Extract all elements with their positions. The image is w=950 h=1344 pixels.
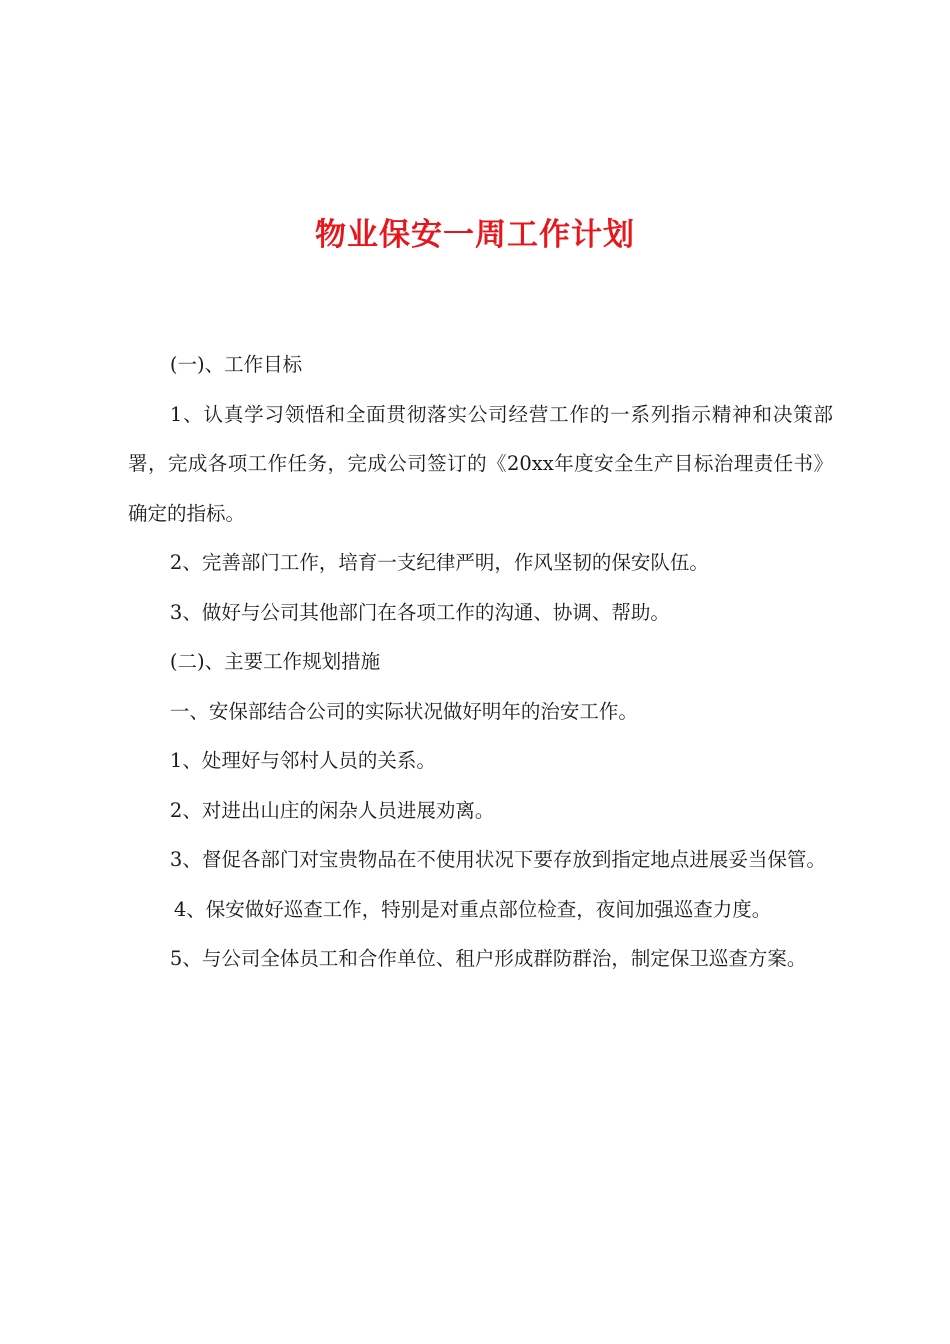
goal-item-1: 1、认真学习领悟和全面贯彻落实公司经营工作的一系列指示精神和决策部署，完成各项工作任务，完成公司签订的《20xx年度安全生产目标治理责任书》确定的指标。	[128, 402, 833, 525]
section-heading-goals: (一)、工作目标	[169, 353, 303, 376]
measure-item-3: 3、督促各部门对宝贵物品在不使用状况下要存放到指定地点进展妥当保管。	[169, 848, 826, 871]
section-heading-measures: (二)、主要工作规划措施	[169, 650, 381, 673]
measure-item-1: 1、处理好与邻村人员的关系。	[169, 749, 436, 772]
document-title: 物业保安一周工作计划	[315, 217, 635, 253]
goal-item-2: 2、完善部门工作，培育一支纪律严明，作风坚韧的保安队伍。	[169, 551, 709, 574]
measure-item-4: 4、保安做好巡查工作，特别是对重点部位检查，夜间加强巡查力度。	[173, 897, 772, 921]
measure-heading-1: 一、安保部结合公司的实际状况做好明年的治安工作。	[169, 699, 638, 723]
document-body	[128, 340, 833, 984]
measure-item-5: 5、与公司全体员工和合作单位、租户形成群防群治，制定保卫巡查方案。	[169, 947, 807, 970]
measure-item-2: 2、对进出山庄的闲杂人员进展劝离。	[169, 798, 495, 822]
goal-item-3: 3、做好与公司其他部门在各项工作的沟通、协调、帮助。	[169, 600, 670, 624]
